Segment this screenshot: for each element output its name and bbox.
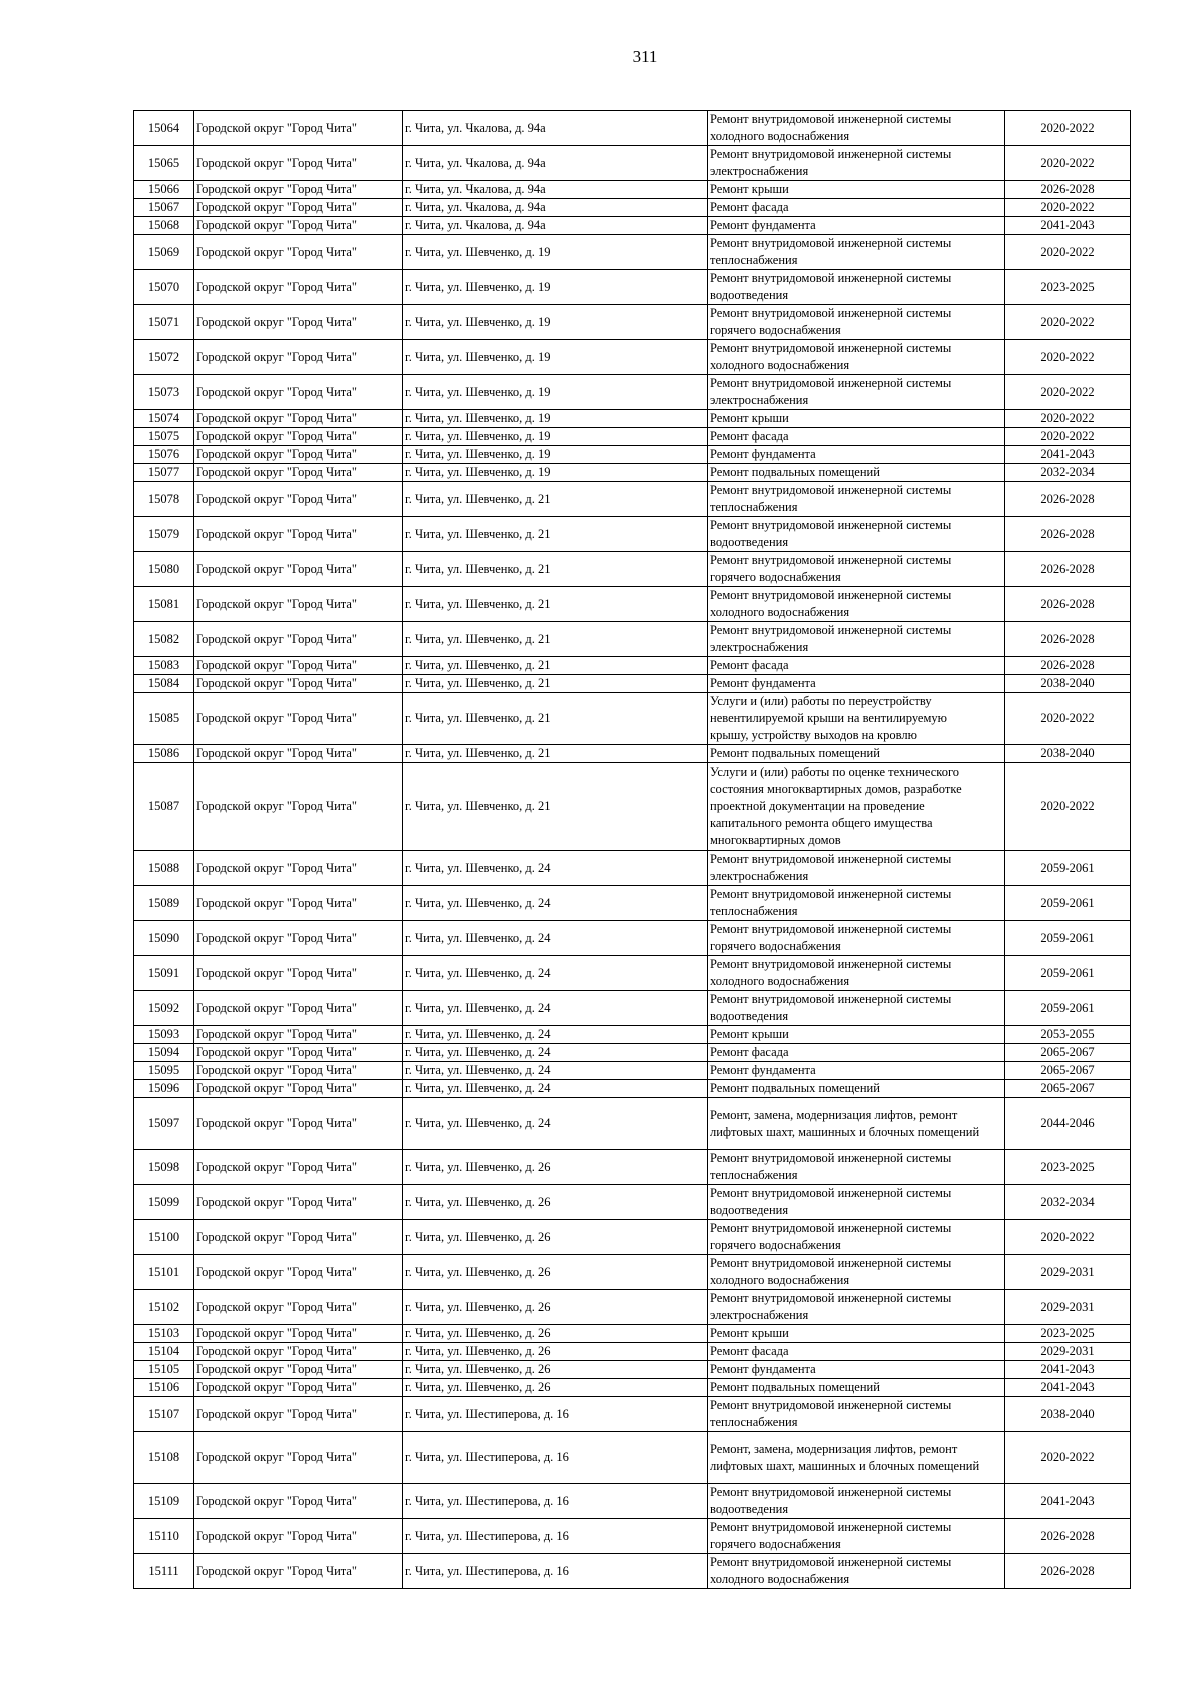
work-type-cell: Ремонт внутридомовой инженерной системы водоотведения (708, 1185, 1005, 1220)
row-number-cell: 15077 (134, 464, 194, 482)
address-cell: г. Чита, ул. Шевченко, д. 26 (403, 1379, 708, 1397)
address-cell: г. Чита, ул. Шевченко, д. 24 (403, 886, 708, 921)
period-cell: 2059-2061 (1005, 956, 1131, 991)
address-cell: г. Чита, ул. Шевченко, д. 21 (403, 552, 708, 587)
address-cell: г. Чита, ул. Шестиперова, д. 16 (403, 1554, 708, 1589)
row-number-cell: 15070 (134, 270, 194, 305)
period-cell: 2038-2040 (1005, 675, 1131, 693)
table-row (134, 956, 1131, 991)
municipality-cell: Городской округ "Город Чита" (194, 1044, 403, 1062)
municipality-cell: Городской округ "Город Чита" (194, 446, 403, 464)
work-type-cell: Ремонт фасада (708, 199, 1005, 217)
municipality-cell: Городской округ "Город Чита" (194, 1361, 403, 1379)
period-cell: 2020-2022 (1005, 235, 1131, 270)
work-type-cell: Ремонт внутридомовой инженерной системы холодного водоснабжения (708, 340, 1005, 375)
period-cell: 2059-2061 (1005, 851, 1131, 886)
work-type-cell: Ремонт крыши (708, 1325, 1005, 1343)
municipality-cell: Городской округ "Город Чита" (194, 305, 403, 340)
period-cell: 2053-2055 (1005, 1026, 1131, 1044)
address-cell: г. Чита, ул. Шевченко, д. 21 (403, 675, 708, 693)
address-cell: г. Чита, ул. Шевченко, д. 24 (403, 851, 708, 886)
municipality-cell: Городской округ "Город Чита" (194, 217, 403, 235)
row-number-cell: 15107 (134, 1397, 194, 1432)
period-cell: 2041-2043 (1005, 217, 1131, 235)
municipality-cell: Городской округ "Город Чита" (194, 622, 403, 657)
table-row (134, 1554, 1131, 1589)
period-cell: 2020-2022 (1005, 763, 1131, 851)
period-cell: 2026-2028 (1005, 517, 1131, 552)
table-row (134, 1432, 1131, 1484)
municipality-cell: Городской округ "Город Чита" (194, 1554, 403, 1589)
table-row (134, 111, 1131, 146)
address-cell: г. Чита, ул. Шевченко, д. 26 (403, 1290, 708, 1325)
table-row (134, 217, 1131, 235)
municipality-cell: Городской округ "Город Чита" (194, 1343, 403, 1361)
period-cell: 2020-2022 (1005, 305, 1131, 340)
period-cell: 2026-2028 (1005, 482, 1131, 517)
work-type-cell: Ремонт подвальных помещений (708, 745, 1005, 763)
row-number-cell: 15094 (134, 1044, 194, 1062)
municipality-cell: Городской округ "Город Чита" (194, 1519, 403, 1554)
municipality-cell: Городской округ "Город Чита" (194, 1062, 403, 1080)
address-cell: г. Чита, ул. Чкалова, д. 94а (403, 181, 708, 199)
row-number-cell: 15111 (134, 1554, 194, 1589)
table-row (134, 552, 1131, 587)
row-number-cell: 15088 (134, 851, 194, 886)
municipality-cell: Городской округ "Город Чита" (194, 464, 403, 482)
municipality-cell: Городской округ "Город Чита" (194, 921, 403, 956)
period-cell: 2026-2028 (1005, 181, 1131, 199)
row-number-cell: 15093 (134, 1026, 194, 1044)
row-number-cell: 15083 (134, 657, 194, 675)
row-number-cell: 15101 (134, 1255, 194, 1290)
work-type-cell: Ремонт внутридомовой инженерной системы водоотведения (708, 991, 1005, 1026)
table-row (134, 1026, 1131, 1044)
row-number-cell: 15090 (134, 921, 194, 956)
period-cell: 2023-2025 (1005, 1150, 1131, 1185)
table-row (134, 305, 1131, 340)
address-cell: г. Чита, ул. Шевченко, д. 19 (403, 464, 708, 482)
table-row (134, 1484, 1131, 1519)
work-type-cell: Ремонт внутридомовой инженерной системы горячего водоснабжения (708, 552, 1005, 587)
row-number-cell: 15067 (134, 199, 194, 217)
period-cell: 2023-2025 (1005, 1325, 1131, 1343)
period-cell: 2029-2031 (1005, 1255, 1131, 1290)
row-number-cell: 15081 (134, 587, 194, 622)
work-type-cell: Ремонт внутридомовой инженерной системы горячего водоснабжения (708, 1519, 1005, 1554)
address-cell: г. Чита, ул. Шевченко, д. 19 (403, 340, 708, 375)
row-number-cell: 15092 (134, 991, 194, 1026)
row-number-cell: 15108 (134, 1432, 194, 1484)
row-number-cell: 15082 (134, 622, 194, 657)
period-cell: 2020-2022 (1005, 410, 1131, 428)
table-row (134, 340, 1131, 375)
row-number-cell: 15099 (134, 1185, 194, 1220)
address-cell: г. Чита, ул. Шевченко, д. 24 (403, 956, 708, 991)
row-number-cell: 15089 (134, 886, 194, 921)
municipality-cell: Городской округ "Город Чита" (194, 270, 403, 305)
work-type-cell: Ремонт внутридомовой инженерной системы электроснабжения (708, 1290, 1005, 1325)
municipality-cell: Городской округ "Город Чита" (194, 745, 403, 763)
work-type-cell: Ремонт крыши (708, 1026, 1005, 1044)
row-number-cell: 15065 (134, 146, 194, 181)
row-number-cell: 15106 (134, 1379, 194, 1397)
row-number-cell: 15072 (134, 340, 194, 375)
work-type-cell: Ремонт внутридомовой инженерной системы теплоснабжения (708, 886, 1005, 921)
address-cell: г. Чита, ул. Шевченко, д. 19 (403, 428, 708, 446)
address-cell: г. Чита, ул. Шевченко, д. 21 (403, 745, 708, 763)
period-cell: 2038-2040 (1005, 745, 1131, 763)
period-cell: 2020-2022 (1005, 146, 1131, 181)
row-number-cell: 15069 (134, 235, 194, 270)
municipality-cell: Городской округ "Город Чита" (194, 956, 403, 991)
table-row (134, 587, 1131, 622)
address-cell: г. Чита, ул. Шевченко, д. 26 (403, 1150, 708, 1185)
municipality-cell: Городской округ "Город Чита" (194, 1255, 403, 1290)
address-cell: г. Чита, ул. Шевченко, д. 21 (403, 657, 708, 675)
row-number-cell: 15075 (134, 428, 194, 446)
row-number-cell: 15100 (134, 1220, 194, 1255)
work-type-cell: Ремонт фасада (708, 657, 1005, 675)
address-cell: г. Чита, ул. Шевченко, д. 24 (403, 991, 708, 1026)
page-number: 311 (632, 47, 658, 66)
work-type-cell: Ремонт, замена, модернизация лифтов, ремонт лифтовых шахт, машинных и блочных помещений (708, 1098, 1005, 1150)
period-cell: 2059-2061 (1005, 921, 1131, 956)
address-cell: г. Чита, ул. Чкалова, д. 94а (403, 199, 708, 217)
work-type-cell: Ремонт внутридомовой инженерной системы теплоснабжения (708, 1150, 1005, 1185)
period-cell: 2026-2028 (1005, 657, 1131, 675)
work-type-cell: Ремонт подвальных помещений (708, 1080, 1005, 1098)
row-number-cell: 15103 (134, 1325, 194, 1343)
row-number-cell: 15087 (134, 763, 194, 851)
work-type-cell: Ремонт внутридомовой инженерной системы электроснабжения (708, 375, 1005, 410)
row-number-cell: 15080 (134, 552, 194, 587)
row-number-cell: 15085 (134, 693, 194, 745)
table-row (134, 1150, 1131, 1185)
work-type-cell: Ремонт внутридомовой инженерной системы теплоснабжения (708, 1397, 1005, 1432)
row-number-cell: 15098 (134, 1150, 194, 1185)
table-row (134, 146, 1131, 181)
address-cell: г. Чита, ул. Шестиперова, д. 16 (403, 1432, 708, 1484)
row-number-cell: 15104 (134, 1343, 194, 1361)
row-number-cell: 15097 (134, 1098, 194, 1150)
work-type-cell: Ремонт внутридомовой инженерной системы теплоснабжения (708, 482, 1005, 517)
row-number-cell: 15091 (134, 956, 194, 991)
address-cell: г. Чита, ул. Шевченко, д. 21 (403, 587, 708, 622)
address-cell: г. Чита, ул. Шестиперова, д. 16 (403, 1397, 708, 1432)
period-cell: 2041-2043 (1005, 1379, 1131, 1397)
table-row (134, 1379, 1131, 1397)
work-type-cell: Ремонт внутридомовой инженерной системы водоотведения (708, 517, 1005, 552)
table-row (134, 375, 1131, 410)
work-type-cell: Ремонт фундамента (708, 675, 1005, 693)
address-cell: г. Чита, ул. Шевченко, д. 19 (403, 375, 708, 410)
municipality-cell: Городской округ "Город Чита" (194, 886, 403, 921)
row-number-cell: 15105 (134, 1361, 194, 1379)
period-cell: 2059-2061 (1005, 886, 1131, 921)
row-number-cell: 15096 (134, 1080, 194, 1098)
period-cell: 2038-2040 (1005, 1397, 1131, 1432)
table-row (134, 199, 1131, 217)
address-cell: г. Чита, ул. Шевченко, д. 21 (403, 622, 708, 657)
table-row (134, 693, 1131, 745)
table-row (134, 517, 1131, 552)
address-cell: г. Чита, ул. Шевченко, д. 24 (403, 1044, 708, 1062)
municipality-cell: Городской округ "Город Чита" (194, 482, 403, 517)
period-cell: 2020-2022 (1005, 1220, 1131, 1255)
table-row (134, 1062, 1131, 1080)
work-type-cell: Ремонт, замена, модернизация лифтов, ремонт лифтовых шахт, машинных и блочных помещений (708, 1432, 1005, 1484)
work-type-cell: Ремонт внутридомовой инженерной системы горячего водоснабжения (708, 305, 1005, 340)
municipality-cell: Городской округ "Город Чита" (194, 1150, 403, 1185)
table-row (134, 745, 1131, 763)
table-row (134, 235, 1131, 270)
period-cell: 2020-2022 (1005, 1432, 1131, 1484)
municipality-cell: Городской округ "Город Чита" (194, 1220, 403, 1255)
table-row (134, 1343, 1131, 1361)
municipality-cell: Городской округ "Город Чита" (194, 410, 403, 428)
table-row (134, 886, 1131, 921)
address-cell: г. Чита, ул. Шевченко, д. 21 (403, 482, 708, 517)
table-row (134, 622, 1131, 657)
municipality-cell: Городской округ "Город Чита" (194, 181, 403, 199)
work-type-cell: Ремонт внутридомовой инженерной системы горячего водоснабжения (708, 1220, 1005, 1255)
address-cell: г. Чита, ул. Шевченко, д. 24 (403, 1098, 708, 1150)
row-number-cell: 15079 (134, 517, 194, 552)
period-cell: 2044-2046 (1005, 1098, 1131, 1150)
period-cell: 2032-2034 (1005, 1185, 1131, 1220)
work-type-cell: Ремонт внутридомовой инженерной системы холодного водоснабжения (708, 1554, 1005, 1589)
period-cell: 2032-2034 (1005, 464, 1131, 482)
work-type-cell: Ремонт внутридомовой инженерной системы электроснабжения (708, 622, 1005, 657)
row-number-cell: 15073 (134, 375, 194, 410)
municipality-cell: Городской округ "Город Чита" (194, 657, 403, 675)
table-row (134, 657, 1131, 675)
work-type-cell: Ремонт внутридомовой инженерной системы горячего водоснабжения (708, 921, 1005, 956)
address-cell: г. Чита, ул. Чкалова, д. 94а (403, 217, 708, 235)
period-cell: 2026-2028 (1005, 622, 1131, 657)
address-cell: г. Чита, ул. Шестиперова, д. 16 (403, 1484, 708, 1519)
address-cell: г. Чита, ул. Шевченко, д. 21 (403, 763, 708, 851)
row-number-cell: 15068 (134, 217, 194, 235)
period-cell: 2020-2022 (1005, 340, 1131, 375)
work-type-cell: Ремонт внутридомовой инженерной системы холодного водоснабжения (708, 956, 1005, 991)
table-row (134, 464, 1131, 482)
table-row (134, 1044, 1131, 1062)
period-cell: 2020-2022 (1005, 199, 1131, 217)
work-type-cell: Ремонт внутридомовой инженерной системы электроснабжения (708, 146, 1005, 181)
table-row (134, 446, 1131, 464)
municipality-cell: Городской округ "Город Чита" (194, 1290, 403, 1325)
municipality-cell: Городской округ "Город Чита" (194, 1432, 403, 1484)
row-number-cell: 15071 (134, 305, 194, 340)
address-cell: г. Чита, ул. Шестиперова, д. 16 (403, 1519, 708, 1554)
row-number-cell: 15086 (134, 745, 194, 763)
work-type-cell: Ремонт подвальных помещений (708, 464, 1005, 482)
period-cell: 2065-2067 (1005, 1080, 1131, 1098)
address-cell: г. Чита, ул. Шевченко, д. 26 (403, 1220, 708, 1255)
table-row (134, 851, 1131, 886)
municipality-cell: Городской округ "Город Чита" (194, 111, 403, 146)
row-number-cell: 15095 (134, 1062, 194, 1080)
period-cell: 2020-2022 (1005, 375, 1131, 410)
table-row (134, 181, 1131, 199)
municipality-cell: Городской округ "Город Чита" (194, 1325, 403, 1343)
table-row (134, 1220, 1131, 1255)
period-cell: 2026-2028 (1005, 1519, 1131, 1554)
address-cell: г. Чита, ул. Шевченко, д. 21 (403, 517, 708, 552)
table-row (134, 1185, 1131, 1220)
table-row (134, 1098, 1131, 1150)
table-row (134, 1519, 1131, 1554)
row-number-cell: 15066 (134, 181, 194, 199)
work-type-cell: Ремонт внутридомовой инженерной системы водоотведения (708, 270, 1005, 305)
address-cell: г. Чита, ул. Шевченко, д. 24 (403, 1026, 708, 1044)
municipality-cell: Городской округ "Город Чита" (194, 428, 403, 446)
work-type-cell: Ремонт внутридомовой инженерной системы водоотведения (708, 1484, 1005, 1519)
municipality-cell: Городской округ "Город Чита" (194, 1484, 403, 1519)
period-cell: 2041-2043 (1005, 1484, 1131, 1519)
work-type-cell: Услуги и (или) работы по переустройству невентилируемой крыши на вентилируемую крышу, устройству выходов на кровлю (708, 693, 1005, 745)
table-row (134, 1080, 1131, 1098)
municipality-cell: Городской округ "Город Чита" (194, 340, 403, 375)
table-row (134, 991, 1131, 1026)
municipality-cell: Городской округ "Город Чита" (194, 552, 403, 587)
work-type-cell: Услуги и (или) работы по оценке технического состояния многоквартирных домов, разработке проектной документации на проведение капитального ремонта общего имущества многоквартирных домов (708, 763, 1005, 851)
table-row (134, 270, 1131, 305)
municipality-cell: Городской округ "Город Чита" (194, 587, 403, 622)
address-cell: г. Чита, ул. Шевченко, д. 26 (403, 1361, 708, 1379)
municipality-cell: Городской округ "Город Чита" (194, 675, 403, 693)
address-cell: г. Чита, ул. Шевченко, д. 19 (403, 305, 708, 340)
period-cell: 2059-2061 (1005, 991, 1131, 1026)
municipality-cell: Городской округ "Город Чита" (194, 851, 403, 886)
table-row (134, 1361, 1131, 1379)
period-cell: 2026-2028 (1005, 552, 1131, 587)
municipality-cell: Городской округ "Город Чита" (194, 235, 403, 270)
work-type-cell: Ремонт подвальных помещений (708, 1379, 1005, 1397)
table-row (134, 1325, 1131, 1343)
row-number-cell: 15064 (134, 111, 194, 146)
table-row (134, 482, 1131, 517)
municipality-cell: Городской округ "Город Чита" (194, 1379, 403, 1397)
municipality-cell: Городской округ "Город Чита" (194, 1098, 403, 1150)
table-row (134, 1290, 1131, 1325)
work-type-cell: Ремонт крыши (708, 410, 1005, 428)
address-cell: г. Чита, ул. Шевченко, д. 24 (403, 921, 708, 956)
row-number-cell: 15076 (134, 446, 194, 464)
address-cell: г. Чита, ул. Шевченко, д. 26 (403, 1325, 708, 1343)
period-cell: 2029-2031 (1005, 1343, 1131, 1361)
address-cell: г. Чита, ул. Шевченко, д. 21 (403, 693, 708, 745)
address-cell: г. Чита, ул. Чкалова, д. 94а (403, 111, 708, 146)
period-cell: 2020-2022 (1005, 111, 1131, 146)
municipality-cell: Городской округ "Город Чита" (194, 763, 403, 851)
period-cell: 2029-2031 (1005, 1290, 1131, 1325)
municipality-cell: Городской округ "Город Чита" (194, 991, 403, 1026)
table-row (134, 763, 1131, 851)
period-cell: 2041-2043 (1005, 446, 1131, 464)
row-number-cell: 15110 (134, 1519, 194, 1554)
work-type-cell: Ремонт внутридомовой инженерной системы холодного водоснабжения (708, 111, 1005, 146)
period-cell: 2065-2067 (1005, 1062, 1131, 1080)
address-cell: г. Чита, ул. Шевченко, д. 24 (403, 1080, 708, 1098)
address-cell: г. Чита, ул. Шевченко, д. 26 (403, 1343, 708, 1361)
period-cell: 2020-2022 (1005, 693, 1131, 745)
table-row (134, 675, 1131, 693)
municipality-cell: Городской округ "Город Чита" (194, 1080, 403, 1098)
table-body (134, 111, 1131, 1589)
row-number-cell: 15078 (134, 482, 194, 517)
repair-schedule-table (133, 110, 1131, 1589)
address-cell: г. Чита, ул. Чкалова, д. 94а (403, 146, 708, 181)
address-cell: г. Чита, ул. Шевченко, д. 26 (403, 1255, 708, 1290)
address-cell: г. Чита, ул. Шевченко, д. 19 (403, 410, 708, 428)
address-cell: г. Чита, ул. Шевченко, д. 19 (403, 235, 708, 270)
row-number-cell: 15109 (134, 1484, 194, 1519)
period-cell: 2041-2043 (1005, 1361, 1131, 1379)
work-type-cell: Ремонт внутридомовой инженерной системы теплоснабжения (708, 235, 1005, 270)
table-row (134, 428, 1131, 446)
period-cell: 2023-2025 (1005, 270, 1131, 305)
work-type-cell: Ремонт фундамента (708, 1062, 1005, 1080)
period-cell: 2026-2028 (1005, 1554, 1131, 1589)
table-row (134, 1397, 1131, 1432)
municipality-cell: Городской округ "Город Чита" (194, 517, 403, 552)
period-cell: 2026-2028 (1005, 587, 1131, 622)
row-number-cell: 15102 (134, 1290, 194, 1325)
row-number-cell: 15084 (134, 675, 194, 693)
work-type-cell: Ремонт фундамента (708, 1361, 1005, 1379)
municipality-cell: Городской округ "Город Чита" (194, 1397, 403, 1432)
municipality-cell: Городской округ "Город Чита" (194, 693, 403, 745)
work-type-cell: Ремонт фундамента (708, 446, 1005, 464)
address-cell: г. Чита, ул. Шевченко, д. 19 (403, 446, 708, 464)
work-type-cell: Ремонт фасада (708, 1044, 1005, 1062)
municipality-cell: Городской округ "Город Чита" (194, 199, 403, 217)
municipality-cell: Городской округ "Город Чита" (194, 146, 403, 181)
work-type-cell: Ремонт фасада (708, 428, 1005, 446)
work-type-cell: Ремонт внутридомовой инженерной системы электроснабжения (708, 851, 1005, 886)
work-type-cell: Ремонт внутридомовой инженерной системы холодного водоснабжения (708, 587, 1005, 622)
address-cell: г. Чита, ул. Шевченко, д. 24 (403, 1062, 708, 1080)
municipality-cell: Городской округ "Город Чита" (194, 1026, 403, 1044)
table-row (134, 921, 1131, 956)
address-cell: г. Чита, ул. Шевченко, д. 19 (403, 270, 708, 305)
row-number-cell: 15074 (134, 410, 194, 428)
table-row (134, 1255, 1131, 1290)
table-row (134, 410, 1131, 428)
work-type-cell: Ремонт фасада (708, 1343, 1005, 1361)
address-cell: г. Чита, ул. Шевченко, д. 26 (403, 1185, 708, 1220)
period-cell: 2020-2022 (1005, 428, 1131, 446)
work-type-cell: Ремонт крыши (708, 181, 1005, 199)
municipality-cell: Городской округ "Город Чита" (194, 1185, 403, 1220)
municipality-cell: Городской округ "Город Чита" (194, 375, 403, 410)
work-type-cell: Ремонт внутридомовой инженерной системы холодного водоснабжения (708, 1255, 1005, 1290)
period-cell: 2065-2067 (1005, 1044, 1131, 1062)
work-type-cell: Ремонт фундамента (708, 217, 1005, 235)
